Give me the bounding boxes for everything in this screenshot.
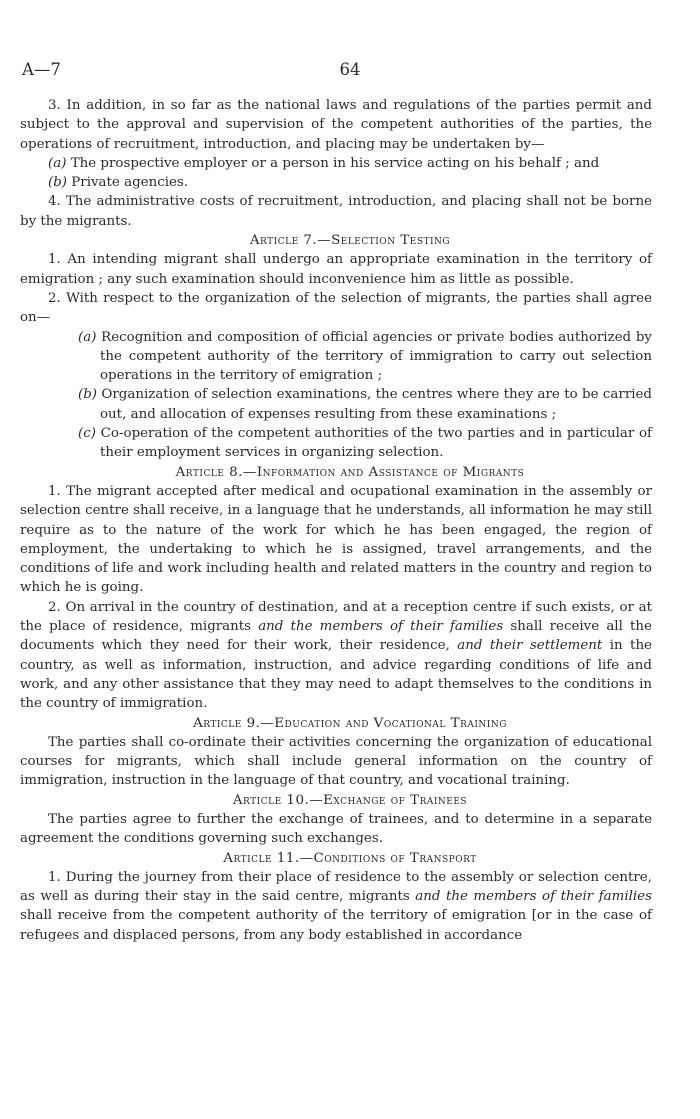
article-9-paragraph-1: The parties shall co-ordinate their activities concerning the organization of educational courses for migrants, which shall include general information on the country of immigration, instruction in the language of that country, and vocational training. xyxy=(20,734,652,789)
article-7-item-c xyxy=(20,424,652,463)
article-8-paragraph-1: 1. The migrant accepted after medical and ocupational examination in the assembly or selection centre shall receive, in a language that he understands, all information he may still require as to the nature of the work for which he has been engaged, the region of employment, the undertaking to which he is assigned, travel arrangements, and the conditions of life and work including health and related matters in the country and region to which he is going. xyxy=(20,483,652,596)
article-8-heading: Article 8.—Information and Assistance of Migrants xyxy=(175,464,525,480)
article-10-heading: Article 10.—Exchange of Trainees xyxy=(232,792,468,808)
article-10-paragraph-1: The parties agree to further the exchange of trainees, and to determine in a separate agreement the conditions governing such exchanges. xyxy=(20,811,652,847)
paragraph-4: 4. The administrative costs of recruitment, introduction, and placing shall not be borne by the migrants. xyxy=(20,194,652,229)
italic-run: and the members of their families xyxy=(258,619,504,635)
list-text: The prospective employer or a person in his service acting on his behalf ; and xyxy=(66,155,600,171)
document-reference: A—7 xyxy=(22,60,61,79)
article-7-item-a xyxy=(20,328,652,386)
list-label: (c) xyxy=(78,426,96,442)
list-label: (a) xyxy=(78,329,97,345)
page-number: 64 xyxy=(339,60,361,79)
article-11-heading: Article 11.—Conditions of Transport xyxy=(223,850,477,866)
article-7-paragraph-1: 1. An intending migrant shall undergo an appropriate examination in the territory of emigration ; any such examination should inconvenience him as little as possible. xyxy=(20,252,652,287)
text-run: 2. On arrival in the country of destination, and at a reception centre if such exists, or at the place of residence, migrants xyxy=(20,599,652,635)
body-text xyxy=(20,96,652,945)
list-text: Co-operation of the competent authorities of the two parties and in particular of their employment services in organizing selection. xyxy=(95,426,652,461)
article-7-heading: Article 7.—Selection Testing xyxy=(249,233,451,249)
list-label: (b) xyxy=(78,387,98,403)
text-run: shall receive all the documents which they need for their work, their residence, xyxy=(20,619,652,654)
list-text: Organization of selection examinations, the centres where they are to be carried out, and allocation of expenses resulting from these examinations ; xyxy=(97,387,652,422)
text-run: in the country, as well as information, instruction, and advice regarding conditions of life and work, and any other assistance that they may need to adapt themselves to the conditions in the country of immigration. xyxy=(20,638,652,712)
italic-run: and their settlement xyxy=(457,638,603,654)
article-11-paragraph-1 xyxy=(20,868,652,945)
list-item-a xyxy=(20,154,652,173)
list-item-b xyxy=(20,173,652,192)
text-run: shall receive from the competent authority of the territory of emigration [or in the case of refugees and displaced persons, from any body established in accordance xyxy=(20,908,652,943)
article-7-item-b xyxy=(20,385,652,424)
list-text: Recognition and composition of official agencies or private bodies authorized by the competent authority of the territory of immigration to carry out selection operations in the territory of emigration ; xyxy=(96,329,652,384)
page-header xyxy=(22,60,678,84)
list-text: Private agencies. xyxy=(67,175,189,191)
paragraph-3: 3. In addition, in so far as the national laws and regulations of the parties permit and subject to the approval and supervision of the competent authorities of the parties, the operations of recruitment, introduction, and placing may be undertaken by— xyxy=(20,98,652,152)
text-run: 1. During the journey from their place of residence to the assembly or selection centre, as well as during their stay in the said centre, migrants xyxy=(20,869,652,905)
article-9-heading: Article 9.—Education and Vocational Training xyxy=(193,715,507,731)
italic-run: and the members of their families xyxy=(415,889,652,905)
article-8-paragraph-2 xyxy=(20,598,652,714)
list-label: (a) xyxy=(48,155,67,171)
list-label: (b) xyxy=(48,175,68,191)
article-7-paragraph-2: 2. With respect to the organization of the selection of migrants, the parties shall agree on— xyxy=(20,290,652,326)
